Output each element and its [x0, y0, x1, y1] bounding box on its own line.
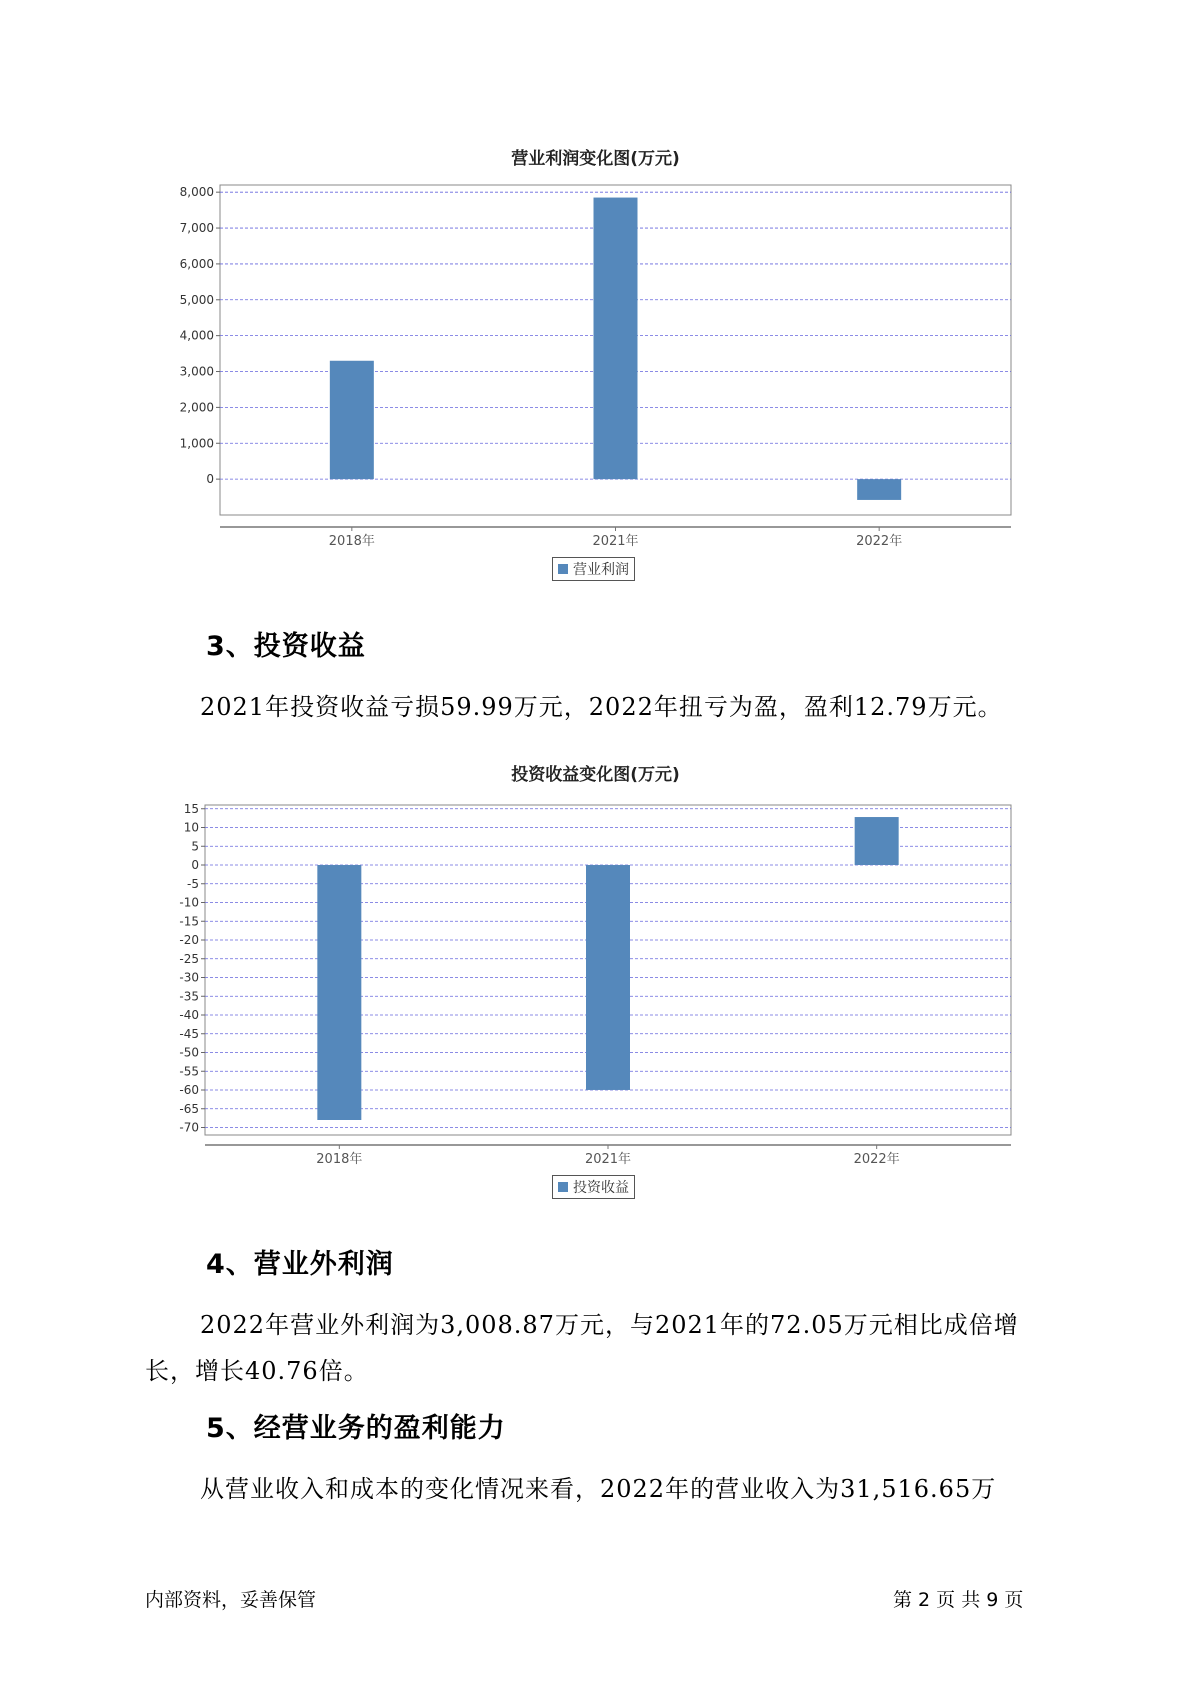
- section4-text: 2022年营业外利润为3,008.87万元，与2021年的72.05万元相比成倍增长，增长40.76倍。: [145, 1311, 1019, 1385]
- y-tick-label: 5: [191, 839, 199, 854]
- footer-page-number: 第 2 页 共 9 页: [893, 1589, 1024, 1611]
- legend-swatch-icon: [558, 1182, 568, 1192]
- y-tick-label: -5: [187, 876, 199, 891]
- x-tick-label: 2022年: [856, 534, 903, 549]
- y-tick-label: -60: [179, 1083, 199, 1097]
- y-tick-label: 4,000: [179, 328, 214, 343]
- chart1-title: 营业利润变化图(万元): [511, 149, 680, 169]
- y-tick-label: -45: [179, 1026, 199, 1041]
- y-tick-label: 1,000: [179, 436, 214, 451]
- y-tick-label: 0: [206, 472, 214, 487]
- x-tick-label: 2018年: [328, 534, 375, 549]
- bar: [855, 817, 899, 865]
- y-tick-label: 2,000: [179, 400, 214, 415]
- chart2-legend: [552, 1175, 635, 1199]
- y-tick-label: -70: [179, 1120, 199, 1135]
- y-tick-label: 7,000: [179, 221, 214, 236]
- section4-heading: 4、营业外利润: [206, 1249, 394, 1280]
- bar: [857, 479, 901, 500]
- y-tick-label: 10: [183, 820, 199, 835]
- bar: [330, 361, 374, 479]
- y-tick-label: -55: [179, 1064, 199, 1079]
- section5-heading: 5、经营业务的盈利能力: [206, 1413, 506, 1444]
- x-tick-label: 2018年: [316, 1152, 363, 1167]
- y-tick-label: -25: [179, 951, 199, 966]
- y-tick-label: 0: [191, 858, 199, 872]
- y-tick-label: -10: [179, 895, 199, 910]
- footer-confidential: 内部资料，妥善保管: [145, 1589, 317, 1611]
- chart2-legend-label: 投资收益: [573, 1180, 629, 1196]
- y-tick-label: -65: [179, 1101, 199, 1116]
- chart2-title: 投资收益变化图(万元): [511, 765, 680, 785]
- y-tick-label: 5,000: [179, 292, 214, 307]
- x-tick-label: 2022年: [853, 1152, 900, 1167]
- chart1-legend-label: 营业利润: [573, 562, 629, 578]
- bar: [594, 198, 638, 480]
- legend-swatch-icon: [558, 564, 568, 574]
- x-tick-label: 2021年: [584, 1152, 632, 1167]
- bar: [586, 865, 630, 1090]
- section3-text: 2021年投资收益亏损59.99万元，2022年扭亏为盈，盈利12.79万元。: [200, 693, 1003, 721]
- y-tick-label: 15: [183, 801, 199, 816]
- y-tick-label: -20: [179, 933, 199, 947]
- chart1-legend: [552, 557, 635, 581]
- y-tick-label: -30: [179, 970, 199, 985]
- investment-income-chart: [0, 795, 1191, 1165]
- section3-heading: 3、投资收益: [206, 631, 366, 662]
- y-tick-label: -40: [179, 1008, 199, 1022]
- operating-profit-chart: [0, 170, 1191, 549]
- y-tick-label: -50: [179, 1045, 199, 1060]
- bar: [317, 865, 361, 1120]
- y-tick-label: -15: [179, 914, 199, 929]
- y-tick-label: -35: [179, 989, 199, 1004]
- section5-text: 从营业收入和成本的变化情况来看，2022年的营业收入为31,516.65万: [200, 1475, 997, 1503]
- y-tick-label: 8,000: [179, 185, 214, 200]
- x-tick-label: 2021年: [592, 534, 639, 549]
- y-tick-label: 6,000: [179, 256, 214, 271]
- y-tick-label: 3,000: [179, 364, 214, 379]
